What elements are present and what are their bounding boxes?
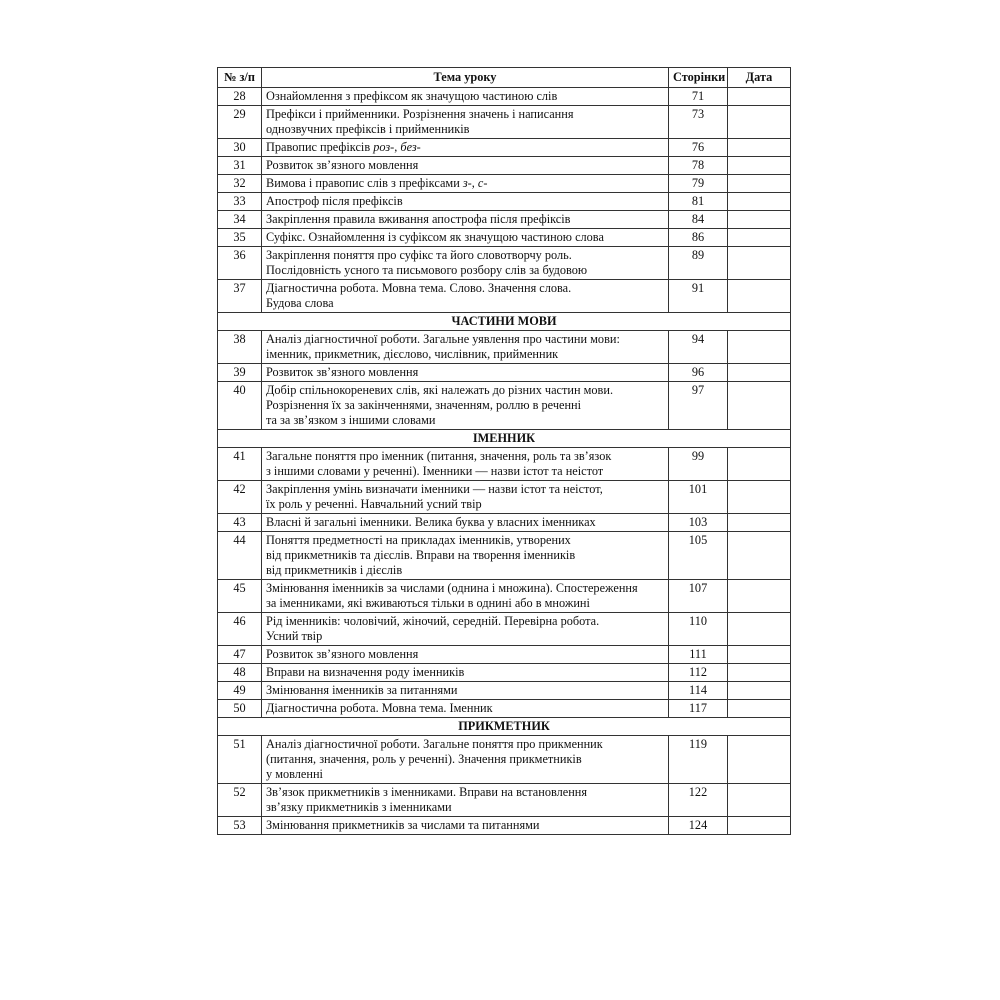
lesson-topic-line: [266, 89, 664, 104]
lesson-page: 96: [669, 364, 728, 382]
table-row: [218, 700, 791, 718]
table-row: [218, 382, 791, 430]
lesson-page: 89: [669, 247, 728, 280]
lesson-page: 117: [669, 700, 728, 718]
topic-text: Закріплення правила вживання апострофа після префіксів: [266, 212, 571, 226]
lesson-topic-line: [266, 347, 664, 362]
section-title: ЧАСТИНИ МОВИ: [218, 313, 791, 331]
topic-text: Зв’язок прикметників з іменниками. Вправи на встановлення: [266, 785, 588, 799]
lesson-topic: [262, 193, 669, 211]
table-row: [218, 247, 791, 280]
lesson-number: 33: [218, 193, 262, 211]
lesson-page: 105: [669, 532, 728, 580]
lesson-date-cell[interactable]: [728, 364, 791, 382]
header-pages: Сторінки: [669, 68, 728, 88]
topic-text: Будова слова: [266, 296, 334, 310]
table-row: [218, 613, 791, 646]
lesson-number: 32: [218, 175, 262, 193]
lesson-page: 122: [669, 784, 728, 817]
lesson-number: 51: [218, 736, 262, 784]
lesson-page: 79: [669, 175, 728, 193]
topic-text: Поняття предметності на прикладах іменників, утворених: [266, 533, 571, 547]
topic-text: за іменниками, які вживаються тільки в однині або в множині: [266, 596, 590, 610]
lesson-number: 39: [218, 364, 262, 382]
table-row: [218, 532, 791, 580]
topic-italic-text: роз-: [373, 140, 395, 154]
lesson-topic-line: [266, 281, 664, 296]
lesson-date-cell[interactable]: [728, 514, 791, 532]
lesson-topic: [262, 613, 669, 646]
lesson-date-cell[interactable]: [728, 382, 791, 430]
lesson-number: 31: [218, 157, 262, 175]
topic-text: Власні й загальні іменники. Велика буква у власних іменниках: [266, 515, 596, 529]
lesson-number: 41: [218, 448, 262, 481]
topic-text: Розвиток зв’язного мовлення: [266, 647, 419, 661]
lesson-number: 34: [218, 211, 262, 229]
table-row: [218, 682, 791, 700]
topic-text: Розвиток зв’язного мовлення: [266, 158, 419, 172]
lesson-number: 38: [218, 331, 262, 364]
lesson-topic-line: [266, 263, 664, 278]
lesson-page: 119: [669, 736, 728, 784]
lesson-date-cell[interactable]: [728, 280, 791, 313]
topic-italic-text: з-: [462, 176, 472, 190]
lesson-date-cell[interactable]: [728, 157, 791, 175]
table-row: [218, 139, 791, 157]
lesson-date-cell[interactable]: [728, 817, 791, 835]
table-row: [218, 817, 791, 835]
lesson-topic-line: [266, 563, 664, 578]
lesson-page: 76: [669, 139, 728, 157]
lesson-topic-line: [266, 515, 664, 530]
topic-text: Аналіз діагностичної роботи. Загальне уявлення про частини мови:: [266, 332, 620, 346]
lesson-topic: [262, 784, 669, 817]
topic-text: Рід іменників: чоловічий, жіночий, середній. Перевірна робота.: [266, 614, 600, 628]
lesson-topic: [262, 700, 669, 718]
lesson-topic-line: [266, 785, 664, 800]
lesson-topic-line: [266, 737, 664, 752]
lesson-number: 28: [218, 88, 262, 106]
lesson-page: 78: [669, 157, 728, 175]
lesson-date-cell[interactable]: [728, 646, 791, 664]
lesson-number: 42: [218, 481, 262, 514]
lesson-topic-line: [266, 548, 664, 563]
lesson-page: 94: [669, 331, 728, 364]
topic-text: Ознайомлення з префіксом як значущою частиною слів: [266, 89, 558, 103]
lesson-number: 48: [218, 664, 262, 682]
lesson-number: 35: [218, 229, 262, 247]
lesson-topic-line: [266, 122, 664, 137]
lesson-page: 99: [669, 448, 728, 481]
table-row: [218, 88, 791, 106]
topic-text: Діагностична робота. Мовна тема. Слово. Значення слова.: [266, 281, 572, 295]
table-row: [218, 175, 791, 193]
topic-italic-text: без-: [400, 140, 421, 154]
lesson-date-cell[interactable]: [728, 247, 791, 280]
lesson-page: 110: [669, 613, 728, 646]
topic-text: Розрізнення їх за закінченнями, значенням, роллю в реченні: [266, 398, 582, 412]
lesson-topic-line: [266, 107, 664, 122]
topic-text: Усний твір: [266, 629, 323, 643]
lesson-topic-line: [266, 176, 664, 191]
lesson-topic: [262, 514, 669, 532]
lesson-page: 91: [669, 280, 728, 313]
lesson-topic-line: [266, 296, 664, 311]
lesson-number: 52: [218, 784, 262, 817]
lesson-page: 107: [669, 580, 728, 613]
lesson-topic: [262, 532, 669, 580]
lesson-date-cell[interactable]: [728, 532, 791, 580]
lesson-topic-line: [266, 497, 664, 512]
lesson-date-cell[interactable]: [728, 736, 791, 784]
table-row: [218, 193, 791, 211]
lesson-topic: [262, 331, 669, 364]
lesson-topic-line: [266, 413, 664, 428]
lesson-date-cell[interactable]: [728, 331, 791, 364]
lesson-topic-line: [266, 533, 664, 548]
table-row: [218, 664, 791, 682]
table-row: [218, 211, 791, 229]
lesson-topic-line: [266, 701, 664, 716]
lesson-number: 47: [218, 646, 262, 664]
lesson-topic-line: [266, 383, 664, 398]
topic-text: Вимова і правопис слів з префіксами: [266, 176, 463, 190]
topic-text: ,: [394, 140, 401, 154]
lesson-page: 103: [669, 514, 728, 532]
topic-text: Закріплення поняття про суфікс та його словотворчу роль.: [266, 248, 572, 262]
topic-text: іменник, прикметник, дієслово, числівник, прийменник: [266, 347, 559, 361]
header-topic: Тема уроку: [262, 68, 669, 88]
table-row: [218, 331, 791, 364]
header-date: Дата: [728, 68, 791, 88]
topic-text: від прикметників та дієслів. Вправи на творення іменників: [266, 548, 576, 562]
lesson-date-cell[interactable]: [728, 193, 791, 211]
table-row: [218, 280, 791, 313]
topic-text: Змінювання іменників за числами (однина і множина). Спостереження: [266, 581, 638, 595]
lesson-topic-line: [266, 212, 664, 227]
lesson-topic: [262, 817, 669, 835]
lesson-topic: [262, 280, 669, 313]
lesson-date-cell[interactable]: [728, 229, 791, 247]
lesson-topic-line: [266, 818, 664, 833]
lesson-topic-line: [266, 581, 664, 596]
lesson-number: 46: [218, 613, 262, 646]
lesson-page: 124: [669, 817, 728, 835]
section-title: ІМЕННИК: [218, 430, 791, 448]
topic-text: Вправи на визначення роду іменників: [266, 665, 465, 679]
topic-text: Загальне поняття про іменник (питання, значення, роль та зв’язок: [266, 449, 612, 463]
lesson-date-cell[interactable]: [728, 88, 791, 106]
lesson-number: 43: [218, 514, 262, 532]
topic-text: Закріплення умінь визначати іменники — назви істот та неістот,: [266, 482, 603, 496]
lesson-date-cell[interactable]: [728, 106, 791, 139]
lesson-topic-line: [266, 665, 664, 680]
lesson-plan-body: [218, 88, 791, 835]
table-row: [218, 784, 791, 817]
lesson-topic: [262, 175, 669, 193]
lesson-date-cell[interactable]: [728, 448, 791, 481]
lesson-date-cell[interactable]: [728, 700, 791, 718]
lesson-topic-line: [266, 683, 664, 698]
lesson-topic-line: [266, 398, 664, 413]
lesson-topic-line: [266, 767, 664, 782]
lesson-topic-line: [266, 140, 664, 155]
lesson-topic-line: [266, 482, 664, 497]
topic-text: Змінювання прикметників за числами та питаннями: [266, 818, 540, 832]
lesson-topic: [262, 736, 669, 784]
topic-italic-text: с-: [477, 176, 488, 190]
lesson-topic-line: [266, 158, 664, 173]
topic-text: Послідовність усного та письмового розбору слів за будовою: [266, 263, 588, 277]
lesson-date-cell[interactable]: [728, 784, 791, 817]
section-title: ПРИКМЕТНИК: [218, 718, 791, 736]
lesson-date-cell[interactable]: [728, 481, 791, 514]
lesson-topic-line: [266, 449, 664, 464]
lesson-topic: [262, 247, 669, 280]
lesson-number: 44: [218, 532, 262, 580]
topic-text: у мовленні: [266, 767, 323, 781]
lesson-page: 73: [669, 106, 728, 139]
table-row: [218, 646, 791, 664]
lesson-date-cell[interactable]: [728, 580, 791, 613]
lesson-topic: [262, 106, 669, 139]
topic-text: Добір спільнокореневих слів, які належать до різних частин мови.: [266, 383, 614, 397]
lesson-page: 114: [669, 682, 728, 700]
lesson-topic-line: [266, 248, 664, 263]
lesson-topic: [262, 481, 669, 514]
table-row: [218, 481, 791, 514]
topic-text: з іншими словами у реченні). Іменники — назви істот та неістот: [266, 464, 604, 478]
topic-text: їх роль у реченні. Навчальний усний твір: [266, 497, 482, 511]
lesson-topic: [262, 682, 669, 700]
section-row: [218, 430, 791, 448]
lesson-topic: [262, 664, 669, 682]
topic-text: Правопис префіксів: [266, 140, 374, 154]
lesson-page: 71: [669, 88, 728, 106]
header-num: № з/п: [218, 68, 262, 88]
lesson-topic: [262, 364, 669, 382]
lesson-topic-line: [266, 596, 664, 611]
lesson-date-cell[interactable]: [728, 613, 791, 646]
topic-text: та за зв’язком з іншими словами: [266, 413, 436, 427]
topic-text: Діагностична робота. Мовна тема. Іменник: [266, 701, 493, 715]
lesson-topic: [262, 88, 669, 106]
lesson-number: 49: [218, 682, 262, 700]
table-row: [218, 736, 791, 784]
lesson-number: 45: [218, 580, 262, 613]
lesson-number: 40: [218, 382, 262, 430]
lesson-number: 50: [218, 700, 262, 718]
topic-text: зв’язку прикметників з іменниками: [266, 800, 452, 814]
lesson-number: 53: [218, 817, 262, 835]
lesson-number: 37: [218, 280, 262, 313]
table-row: [218, 514, 791, 532]
table-row: [218, 364, 791, 382]
lesson-topic: [262, 580, 669, 613]
lesson-date-cell[interactable]: [728, 664, 791, 682]
lesson-page: 81: [669, 193, 728, 211]
lesson-number: 30: [218, 139, 262, 157]
lesson-page: 84: [669, 211, 728, 229]
topic-text: ,: [471, 176, 478, 190]
table-row: [218, 580, 791, 613]
lesson-page: 112: [669, 664, 728, 682]
lesson-number: 36: [218, 247, 262, 280]
section-row: [218, 313, 791, 331]
topic-text: Аналіз діагностичної роботи. Загальне поняття про прикменник: [266, 737, 603, 751]
section-row: [218, 718, 791, 736]
lesson-topic: [262, 646, 669, 664]
lesson-topic: [262, 157, 669, 175]
lesson-topic: [262, 229, 669, 247]
table-row: [218, 157, 791, 175]
lesson-topic-line: [266, 752, 664, 767]
lesson-topic-line: [266, 629, 664, 644]
lesson-page: 101: [669, 481, 728, 514]
lesson-topic-line: [266, 614, 664, 629]
table-row: [218, 448, 791, 481]
topic-text: Змінювання іменників за питаннями: [266, 683, 458, 697]
lesson-topic-line: [266, 332, 664, 347]
lesson-topic: [262, 382, 669, 430]
lesson-date-cell[interactable]: [728, 211, 791, 229]
topic-text: (питання, значення, роль у реченні). Значення прикметників: [266, 752, 582, 766]
lesson-topic-line: [266, 365, 664, 380]
topic-text: Апостроф після префіксів: [266, 194, 403, 208]
lesson-date-cell[interactable]: [728, 682, 791, 700]
lesson-topic: [262, 139, 669, 157]
header-row: [218, 68, 791, 88]
lesson-topic-line: [266, 647, 664, 662]
lesson-topic: [262, 211, 669, 229]
lesson-topic: [262, 448, 669, 481]
lesson-plan-table: [217, 67, 791, 835]
lesson-page: 86: [669, 229, 728, 247]
lesson-page: 97: [669, 382, 728, 430]
topic-text: однозвучних префіксів і прийменників: [266, 122, 470, 136]
table-row: [218, 106, 791, 139]
topic-text: Префікси і прийменники. Розрізнення значень і написання: [266, 107, 574, 121]
topic-text: Розвиток зв’язного мовлення: [266, 365, 419, 379]
lesson-number: 29: [218, 106, 262, 139]
lesson-page: 111: [669, 646, 728, 664]
lesson-topic-line: [266, 800, 664, 815]
lesson-date-cell[interactable]: [728, 139, 791, 157]
table-row: [218, 229, 791, 247]
lesson-topic-line: [266, 230, 664, 245]
topic-text: Суфікс. Ознайомлення із суфіксом як значущою частиною слова: [266, 230, 604, 244]
lesson-topic-line: [266, 194, 664, 209]
lesson-topic-line: [266, 464, 664, 479]
lesson-date-cell[interactable]: [728, 175, 791, 193]
topic-text: від прикметників і дієслів: [266, 563, 403, 577]
